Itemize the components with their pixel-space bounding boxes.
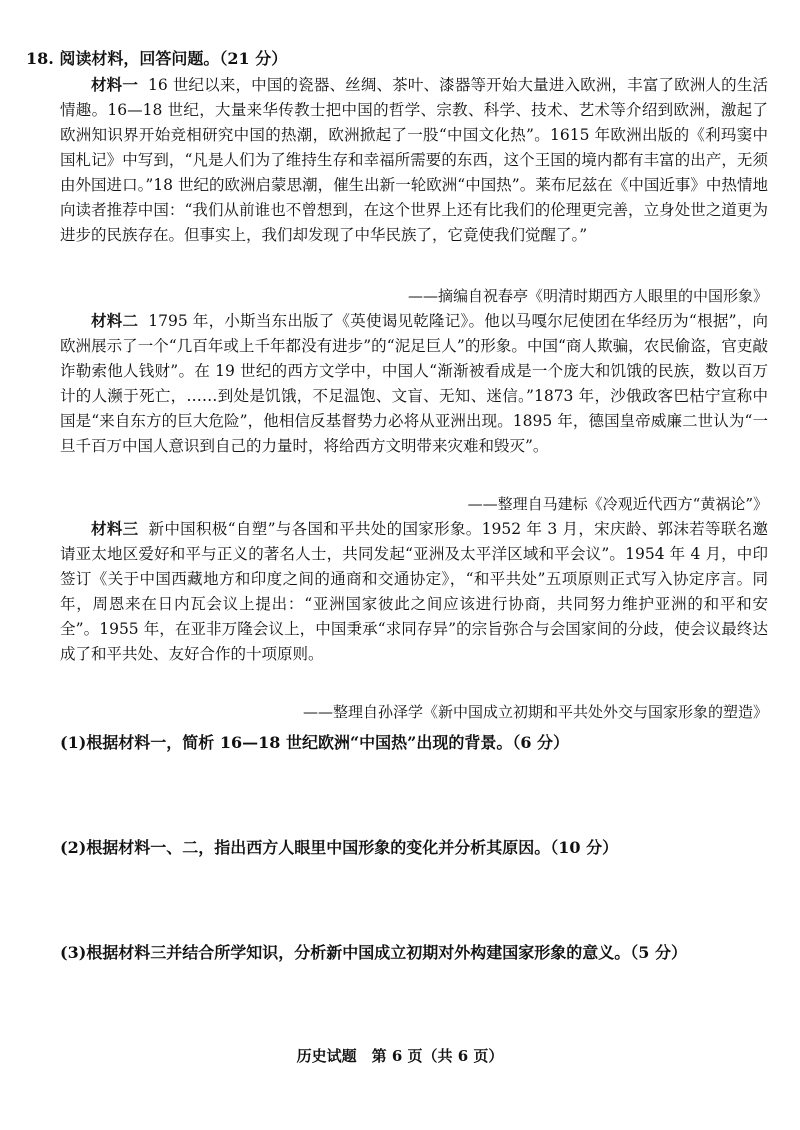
material-label: 材料三 [91, 519, 139, 538]
material-source: ——整理自孙泽学《新中国成立初期和平共处外交与国家形象的塑造》 [302, 703, 768, 721]
material-source: ——整理自马建标《冷观近代西方“黄祸论”》 [467, 495, 768, 513]
material-label: 材料一 [91, 75, 138, 94]
page-footer: 历史试题 第 6 页（共 6 页） [296, 1047, 504, 1065]
material-text: 16 世纪以来，中国的瓷器、丝绸、茶叶、漆器等开始大量进入欧洲，丰富了欧洲人的生活情趣。16—18 世纪，大量来华传教士把中国的哲学、宗教、科学、技术、艺术等介绍到欧洲，激起了欧洲知识界开始竞相研究中国的热潮，欧洲掀起了一股“中国文化热”。1615 年欧洲出版的《利玛窦中国札记》中写到，“凡是人们为了维持生存和幸福所需要的东西，这个王国的境内都有丰富的出产，无须由外国进口。”18 世纪的欧洲启蒙思潮，催生出新一轮欧洲“中国热”。莱布尼兹在《中国近事》中热情地向读者推荐中国：“我们从前谁也不曾想到，在这个世界上还有比我们的伦理更完善，立身处世之道更为进步的民族存在。但事实上，我们却发现了中华民族了，它竟使我们觉醒了。” [60, 76, 768, 244]
material-source: ——摘编自祝春亭《明清时期西方人眼里的中国形象》 [407, 287, 768, 305]
material-text: 1795 年，小斯当东出版了《英使谒见乾隆记》。他以马嘎尔尼使团在华经历为“根据”，向欧洲展示了一个“几百年或上千年都没有进步”的“泥足巨人”的形象。中国“商人欺骗，农民偷盗，官吏敲诈勒索他人钱财”。在 19 世纪的西方文学中，中国人“渐渐被看成是一个庞大和饥饿的民族，数以百万计的人濒于死亡，……到处是饥饿，不足温饱、文盲、无知、迷信。”1873 年，沙俄政客巴枯宁宣称中国是“来自东方的巨大危险”，他相信反基督势力必将从亚洲出现。1895 年，德国皇帝威廉二世认为“一旦千百万中国人意识到自己的力量时，将给西方文明带来灾难和毁灭”。 [60, 312, 768, 455]
material-one [60, 72, 768, 248]
material-text: 新中国积极“自塑”与各国和平共处的国家形象。1952 年 3 月，宋庆龄、郭沫若等联名邀请亚太地区爱好和平与正义的著名人士，共同发起“亚洲及太平洋区域和平会议”。1954 年 4 月，中印签订《关于中国西藏地方和印度之间的通商和交通协定》，“和平共处”五项原则正式写入协定序言。同年，周恩来在日内瓦会议上提出：“亚洲国家彼此之间应该进行协商，共同努力维护亚洲的和平和安全”。1955 年，在亚非万隆会议上，中国秉承“求同存异”的宗旨弥合与会国家间的分歧，使会议最终达成了和平共处、友好合作的十项原则。 [60, 520, 768, 663]
subquestion-2: (2)根据材料一、二，指出西方人眼里中国形象的变化并分析其原因。（10 分） [60, 838, 619, 857]
material-three [60, 516, 768, 667]
subquestion-1: (1)根据材料一，简析 16—18 世纪欧洲“中国热”出现的背景。（6 分） [60, 733, 570, 752]
material-label: 材料二 [91, 311, 139, 330]
question-title: 18. 阅读材料，回答问题。（21 分） [26, 49, 288, 68]
material-two [60, 308, 768, 459]
subquestion-3: (3)根据材料三并结合所学知识，分析新中国成立初期对外构建国家形象的意义。（5 分） [60, 943, 687, 962]
